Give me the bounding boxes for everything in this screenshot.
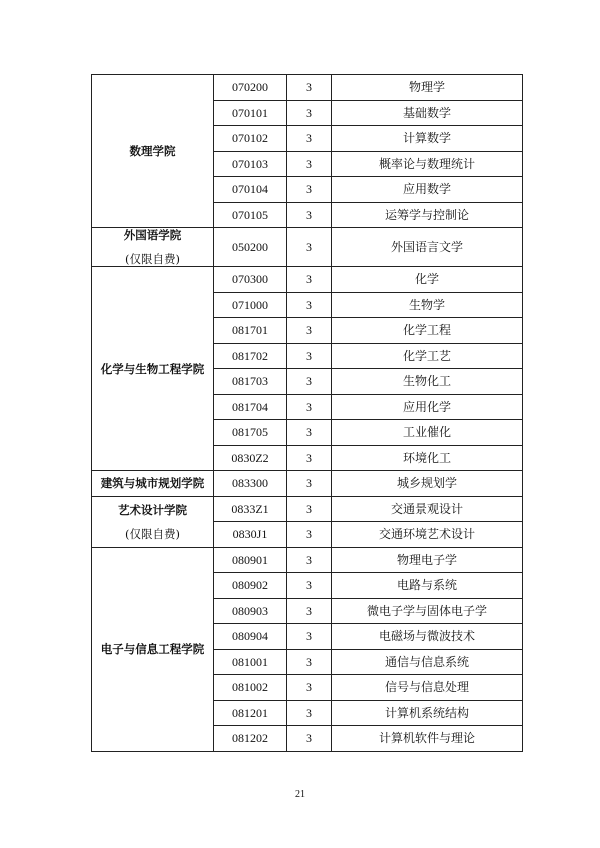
school-name-cell — [92, 228, 214, 267]
page-number: 21 — [295, 789, 305, 800]
table-row — [92, 75, 523, 101]
study-years-cell: 3 — [287, 126, 332, 152]
major-code-cell: 0830Z2 — [214, 445, 287, 471]
major-name-cell: 应用数学 — [332, 177, 523, 203]
majors-table — [91, 74, 523, 752]
study-years-cell: 3 — [287, 292, 332, 318]
major-code-cell: 080903 — [214, 598, 287, 624]
school-name: 数理学院 — [129, 144, 176, 158]
study-years-cell: 3 — [287, 624, 332, 650]
major-name-cell: 电磁场与微波技术 — [332, 624, 523, 650]
study-years-cell: 3 — [287, 522, 332, 548]
table-row — [92, 228, 523, 267]
major-code-cell: 081704 — [214, 394, 287, 420]
study-years-cell: 3 — [287, 496, 332, 522]
major-name-cell: 电路与系统 — [332, 573, 523, 599]
study-years-cell: 3 — [287, 598, 332, 624]
major-name-cell: 通信与信息系统 — [332, 649, 523, 675]
major-name-cell: 概率论与数理统计 — [332, 151, 523, 177]
major-name-cell: 微电子学与固体电子学 — [332, 598, 523, 624]
study-years-cell: 3 — [287, 700, 332, 726]
major-name-cell: 物理电子学 — [332, 547, 523, 573]
study-years-cell: 3 — [287, 675, 332, 701]
major-code-cell: 080901 — [214, 547, 287, 573]
major-code-cell: 0833Z1 — [214, 496, 287, 522]
study-years-cell: 3 — [287, 75, 332, 101]
major-name-cell: 应用化学 — [332, 394, 523, 420]
table-row — [92, 496, 523, 522]
major-code-cell: 071000 — [214, 292, 287, 318]
major-code-cell: 081701 — [214, 318, 287, 344]
table-row — [92, 267, 523, 293]
school-name-cell — [92, 75, 214, 228]
study-years-cell: 3 — [287, 573, 332, 599]
school-name: 艺术设计学院 — [118, 502, 187, 517]
major-code-cell: 081002 — [214, 675, 287, 701]
major-name-cell: 运筹学与控制论 — [332, 202, 523, 228]
study-years-cell: 3 — [287, 343, 332, 369]
school-name-cell — [92, 267, 214, 471]
school-name-cell — [92, 496, 214, 547]
study-years-cell: 3 — [287, 471, 332, 497]
study-years-cell: 3 — [287, 420, 332, 446]
school-note: (仅限自费) — [125, 526, 180, 541]
major-code-cell: 0830J1 — [214, 522, 287, 548]
school-name: 电子与信息工程学院 — [100, 642, 205, 656]
major-code-cell: 070101 — [214, 100, 287, 126]
school-name: 外国语学院 — [123, 228, 182, 242]
major-code-cell: 081201 — [214, 700, 287, 726]
major-name-cell: 交通景观设计 — [332, 496, 523, 522]
major-name-cell: 化学工程 — [332, 318, 523, 344]
major-name-cell: 工业催化 — [332, 420, 523, 446]
major-code-cell: 081702 — [214, 343, 287, 369]
major-name-cell: 环境化工 — [332, 445, 523, 471]
major-code-cell: 070102 — [214, 126, 287, 152]
study-years-cell: 3 — [287, 177, 332, 203]
major-code-cell: 081001 — [214, 649, 287, 675]
major-code-cell: 080904 — [214, 624, 287, 650]
study-years-cell: 3 — [287, 369, 332, 395]
major-name-cell: 基础数学 — [332, 100, 523, 126]
major-code-cell: 070200 — [214, 75, 287, 101]
study-years-cell: 3 — [287, 726, 332, 752]
major-name-cell: 计算机系统结构 — [332, 700, 523, 726]
major-code-cell: 081202 — [214, 726, 287, 752]
study-years-cell: 3 — [287, 100, 332, 126]
school-name-cell — [92, 471, 214, 497]
majors-table-body — [92, 75, 523, 752]
study-years-cell: 3 — [287, 267, 332, 293]
study-years-cell: 3 — [287, 151, 332, 177]
major-code-cell: 070103 — [214, 151, 287, 177]
major-name-cell: 城乡规划学 — [332, 471, 523, 497]
study-years-cell: 3 — [287, 318, 332, 344]
major-name-cell: 物理学 — [332, 75, 523, 101]
study-years-cell: 3 — [287, 649, 332, 675]
major-name-cell: 化学 — [332, 267, 523, 293]
school-name-cell — [92, 547, 214, 751]
major-code-cell: 070300 — [214, 267, 287, 293]
major-name-cell: 外国语言文学 — [332, 228, 523, 267]
major-code-cell: 083300 — [214, 471, 287, 497]
table-row — [92, 547, 523, 573]
school-name: 建筑与城市规划学院 — [100, 476, 205, 491]
study-years-cell: 3 — [287, 445, 332, 471]
major-code-cell: 050200 — [214, 228, 287, 267]
table-row — [92, 471, 523, 497]
major-name-cell: 交通环境艺术设计 — [332, 522, 523, 548]
major-name-cell: 生物学 — [332, 292, 523, 318]
study-years-cell: 3 — [287, 228, 332, 267]
study-years-cell: 3 — [287, 547, 332, 573]
major-code-cell: 070105 — [214, 202, 287, 228]
major-name-cell: 计算数学 — [332, 126, 523, 152]
major-name-cell: 化学工艺 — [332, 343, 523, 369]
study-years-cell: 3 — [287, 394, 332, 420]
study-years-cell: 3 — [287, 202, 332, 228]
major-name-cell: 生物化工 — [332, 369, 523, 395]
major-name-cell: 计算机软件与理论 — [332, 726, 523, 752]
major-code-cell: 070104 — [214, 177, 287, 203]
school-name: 化学与生物工程学院 — [100, 361, 205, 376]
major-name-cell: 信号与信息处理 — [332, 675, 523, 701]
major-code-cell: 081703 — [214, 369, 287, 395]
school-note: (仅限自费) — [125, 252, 180, 266]
major-code-cell: 080902 — [214, 573, 287, 599]
major-code-cell: 081705 — [214, 420, 287, 446]
